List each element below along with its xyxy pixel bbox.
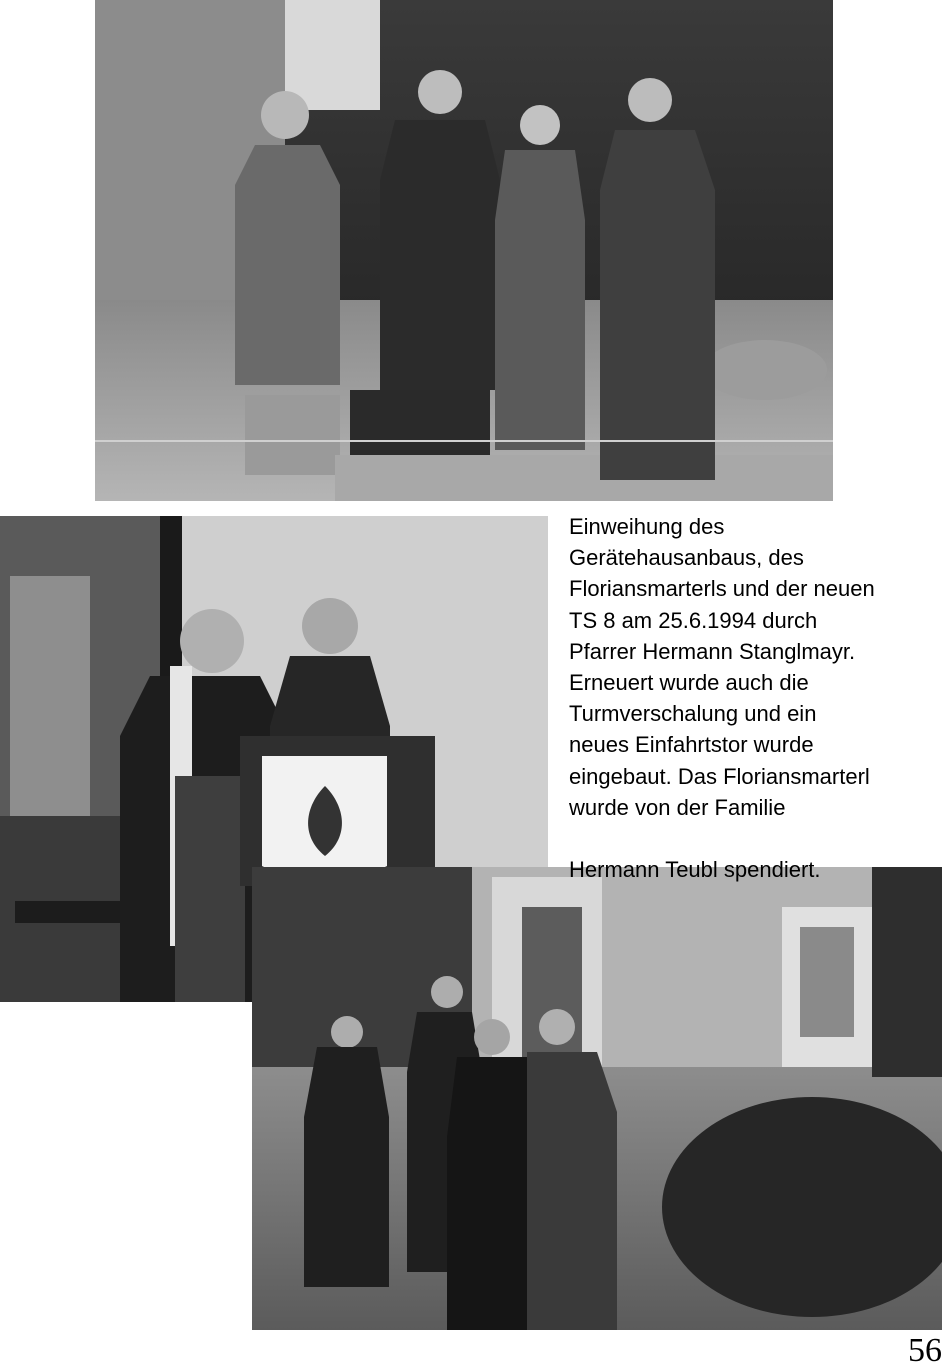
caption-line: Floriansmarterls und der neuen: [569, 576, 875, 602]
photo-construction-group: [95, 0, 833, 501]
page-number: 56: [908, 1332, 942, 1369]
caption-line: Einweihung des: [569, 514, 725, 539]
caption-line: Gerätehausanbaus, des: [569, 545, 804, 571]
caption-line: wurde von der Familie: [569, 794, 786, 820]
caption-blank-line: [569, 823, 941, 854]
photo-marterl-blessing: [252, 867, 942, 1330]
caption-line: neues Einfahrtstor wurde: [569, 732, 814, 758]
caption-line: Turmverschalung und ein: [569, 701, 817, 727]
caption-line: Pfarrer Hermann Stanglmayr.: [569, 638, 856, 664]
caption-line: Erneuert wurde auch die: [569, 670, 809, 696]
photo-caption: [569, 511, 941, 885]
caption-line: eingebaut. Das Floriansmarterl: [569, 763, 870, 789]
caption-line: TS 8 am 25.6.1994 durch: [569, 607, 818, 633]
caption-line: Hermann Teubl spendiert.: [569, 857, 821, 883]
